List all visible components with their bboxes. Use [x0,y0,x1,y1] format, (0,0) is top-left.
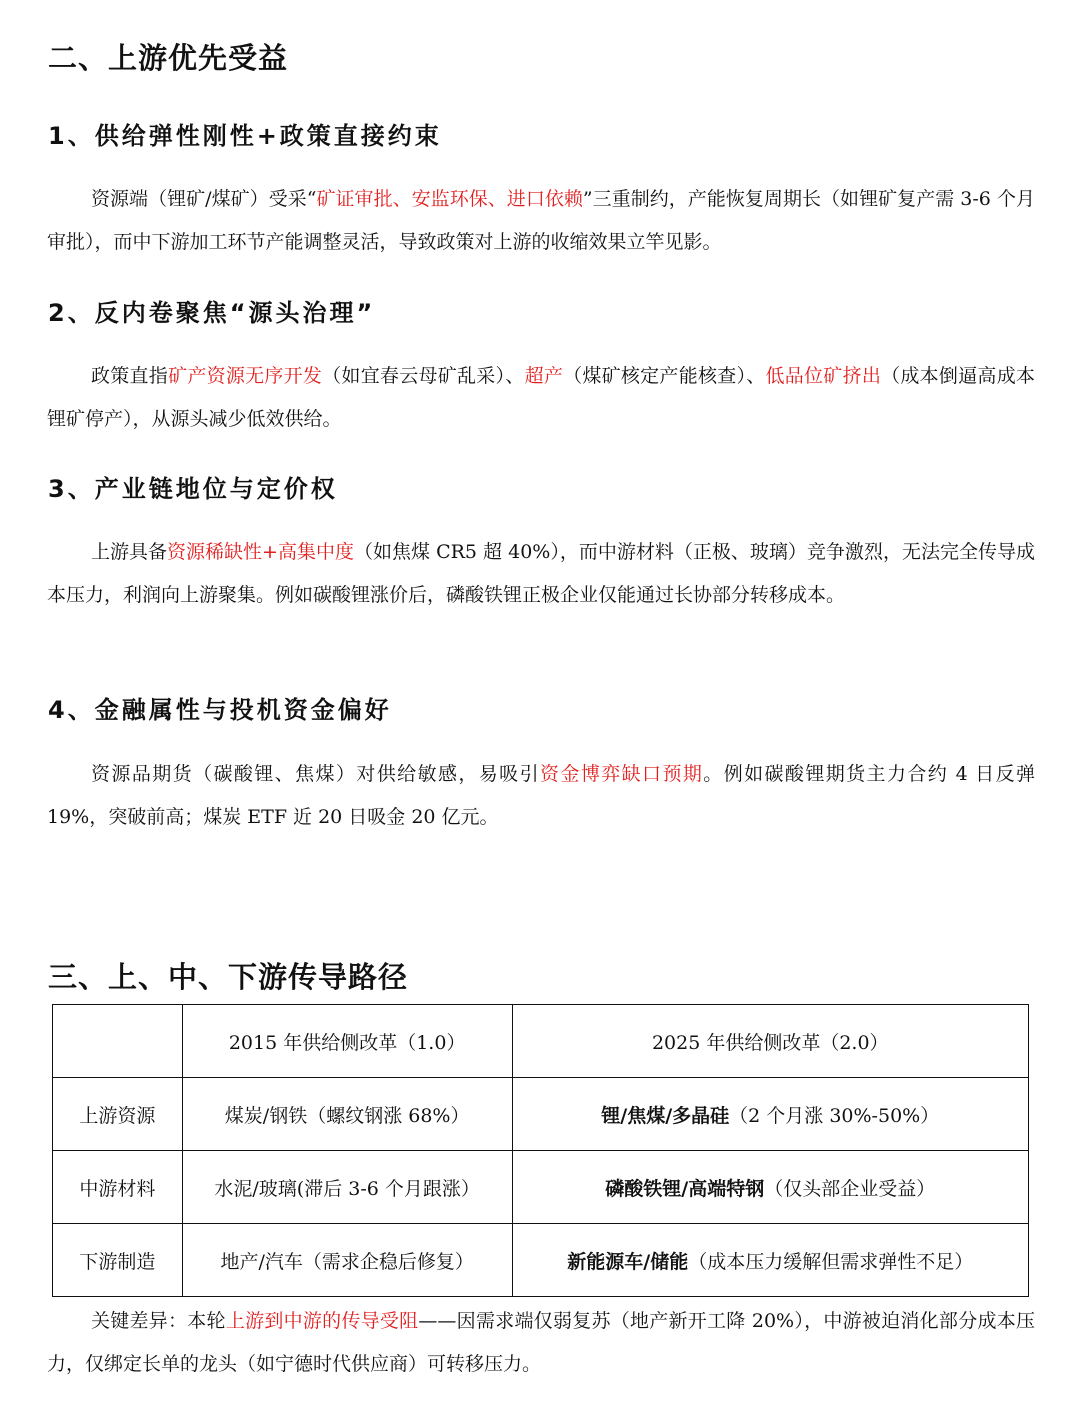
highlight-text: 矿证审批、安监环保、进口依赖 [316,188,583,210]
table-cell: 地产/汽车（需求企稳后修复） [182,1224,512,1297]
table-row [53,1224,1029,1297]
row-label: 上游资源 [53,1078,183,1151]
item-2-heading: 2、反内卷聚焦“源头治理” [48,299,376,327]
table-cell: 磷酸铁锂/高端特钢（仅头部企业受益） [512,1151,1029,1224]
item-3-paragraph: 上游具备资源稀缺性+高集中度（如焦煤 CR5 超 40%），而中游材料（正极、玻璃）竞争激烈，无法完全传导成本压力，利润向上游聚集。例如碳酸锂涨价后，磷酸铁锂正极企业仅能通过长协部分转移成本。 [47,541,1035,606]
table-header-row [53,1005,1029,1078]
highlight-text: 上游到中游的传导受阻 [225,1310,419,1332]
row-label: 下游制造 [53,1224,183,1297]
item-4-paragraph: 资源品期货（碳酸锂、焦煤）对供给敏感，易吸引资金博弈缺口预期。例如碳酸锂期货主力合约 4 日反弹 19%，突破前高；煤炭 ETF 近 20 日吸金 20 亿元。 [47,763,1035,828]
table-cell: 水泥/玻璃(滞后 3-6 个月跟涨） [182,1151,512,1224]
highlight-text: 低品位矿挤出 [765,365,882,387]
item-4-heading: 4、金融属性与投机资金偏好 [48,696,392,724]
section-3-title: 三、上、中、下游传导路径 [48,960,409,994]
item-3-heading: 3、产业链地位与定价权 [48,475,338,503]
item-1-heading: 1、供给弹性刚性+政策直接约束 [48,122,442,150]
highlight-text: 矿产资源无序开发 [168,365,323,387]
section-2-title: 二、上游优先受益 [48,41,289,75]
table-cell: 锂/焦煤/多晶硅（2 个月涨 30%-50%） [512,1078,1029,1151]
table-row [53,1078,1029,1151]
table-row [53,1151,1029,1224]
table-header-cell: 2015 年供给侧改革（1.0） [182,1005,512,1078]
key-difference-note: 关键差异：本轮上游到中游的传导受阻——因需求端仅弱复苏（地产新开工降 20%），中游被迫消化部分成本压力，仅绑定长单的龙头（如宁德时代供应商）可转移压力。 [47,1310,1035,1375]
table-header-cell [53,1005,183,1078]
item-2-paragraph: 政策直指矿产资源无序开发（如宜春云母矿乱采）、超产（煤矿核定产能核查）、低品位矿挤出（成本倒逼高成本锂矿停产），从源头减少低效供给。 [47,365,1035,430]
highlight-text: 资金博弈缺口预期 [540,763,704,785]
comparison-table [52,1004,1029,1297]
row-label: 中游材料 [53,1151,183,1224]
highlight-text: 资源稀缺性+高集中度 [167,541,355,563]
table-cell: 煤炭/钢铁（螺纹钢涨 68%） [182,1078,512,1151]
table-cell: 新能源车/储能（成本压力缓解但需求弹性不足） [512,1224,1029,1297]
item-1-paragraph: 资源端（锂矿/煤矿）受采“矿证审批、安监环保、进口依赖”三重制约，产能恢复周期长（如锂矿复产需 3-6 个月审批），而中下游加工环节产能调整灵活，导致政策对上游的收缩效果立竿见影。 [47,188,1035,253]
highlight-text: 超产 [524,365,564,387]
table-header-cell: 2025 年供给侧改革（2.0） [512,1005,1029,1078]
